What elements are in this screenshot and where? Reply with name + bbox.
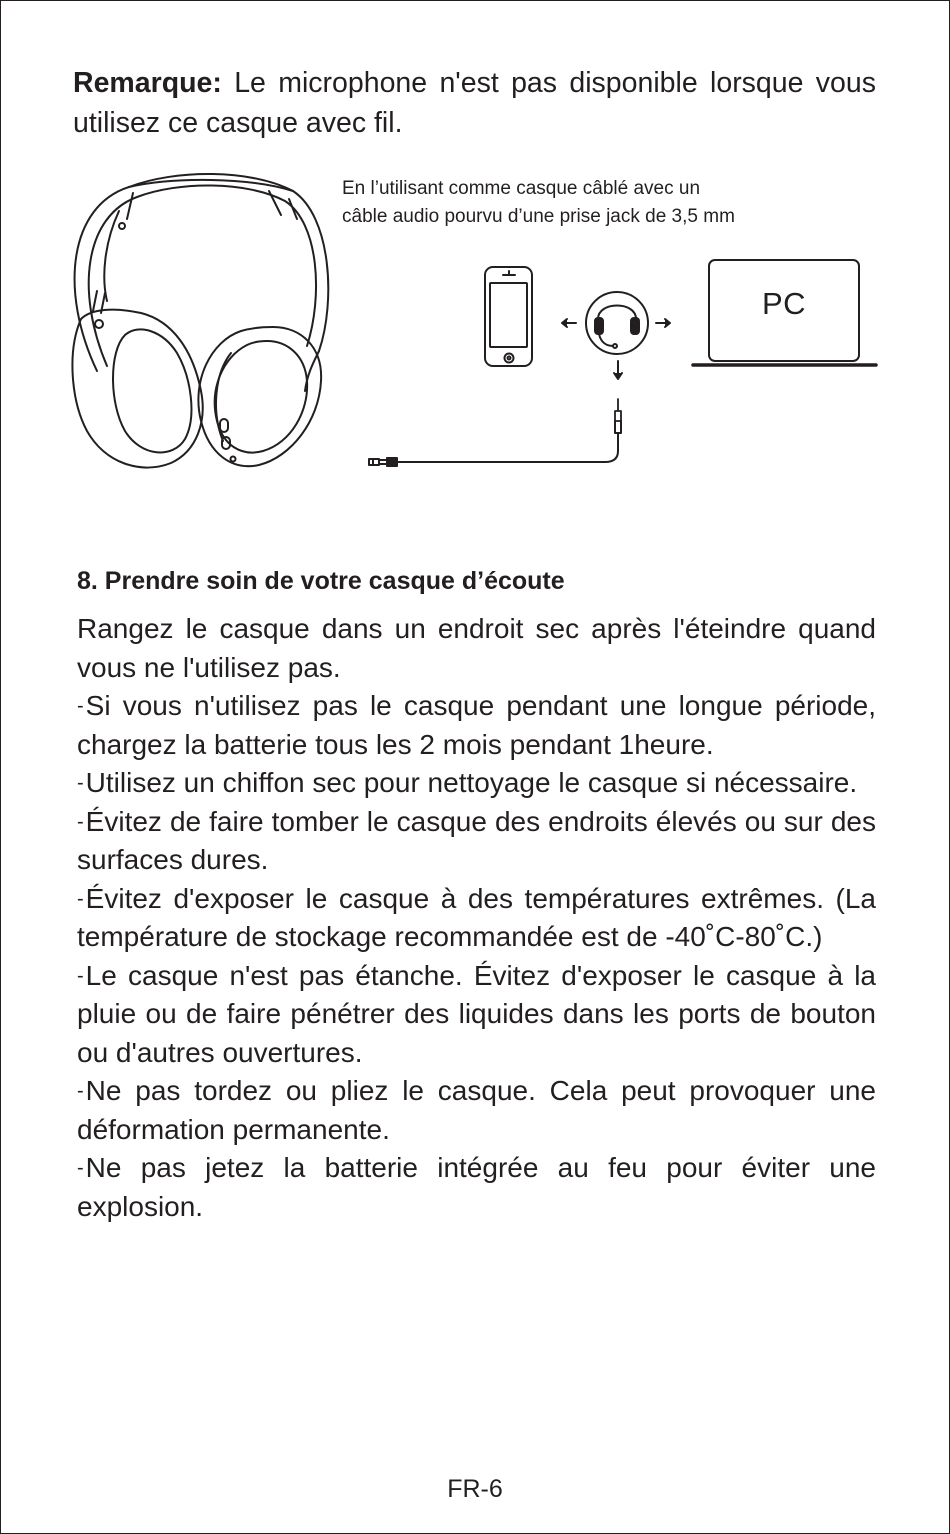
list-item-text: Évitez d'exposer le casque à des températures extrêmes. (La température de stockage recommandée est de -40˚C-80˚C.) — [77, 882, 876, 952]
list-item-text: Le casque n'est pas étanche. Évitez d'exposer le casque à la pluie ou de faire pénétrer des liquides dans les ports de bouton ou d'autres ouvertures. — [77, 959, 876, 1068]
arrow-down-icon — [614, 361, 622, 379]
list-item — [77, 1072, 876, 1149]
list-item — [77, 880, 876, 957]
page-number: FR-6 — [447, 1475, 503, 1503]
remark-label: Remarque: — [73, 67, 222, 99]
list-item-text: Ne pas jetez la batterie intégrée au feu pour éviter une explosion. — [77, 1152, 876, 1222]
list-item — [77, 687, 876, 764]
pc-label: PC — [761, 286, 807, 321]
care-instructions — [77, 610, 876, 1226]
headphones-icon — [72, 174, 328, 468]
list-item-text: Ne pas tordez ou pliez le casque. Cela peut provoquer une déformation permanente. — [77, 1075, 876, 1145]
list-item — [77, 957, 876, 1073]
section-heading: 8. Prendre soin de votre casque d’écoute — [77, 567, 565, 595]
audio-cable-icon — [369, 399, 621, 466]
bullet-dash: - — [77, 964, 84, 987]
list-item — [77, 764, 876, 803]
list-item-text: Évitez de faire tomber le casque des endroits élevés ou sur des surfaces dures. — [77, 805, 876, 875]
smartphone-icon — [485, 267, 532, 366]
list-item-text: Utilisez un chiffon sec pour nettoyage le casque si nécessaire. — [85, 767, 858, 798]
list-item-text: Si vous n'utilisez pas le casque pendant une longue période, chargez la batterie tous les 2 mois pendant 1heure. — [77, 690, 876, 760]
caption-line-1: En l’utilisant comme casque câblé avec un — [342, 178, 701, 199]
bullet-dash: - — [77, 1157, 84, 1179]
arrow-right-icon — [656, 319, 670, 327]
bullet-dash: - — [77, 695, 84, 717]
list-item — [77, 803, 876, 880]
arrow-left-icon — [562, 319, 576, 327]
diagram-caption — [342, 175, 735, 231]
bullet-dash: - — [77, 1080, 84, 1102]
wired-connection-diagram — [1, 1, 950, 541]
bullet-dash: - — [77, 772, 84, 794]
bullet-dash: - — [77, 810, 84, 833]
bullet-dash: - — [77, 887, 84, 910]
list-item — [77, 1149, 876, 1226]
remark-text: Le microphone n'est pas disponible lorsque vous utilisez ce casque avec fil. — [73, 67, 876, 139]
headset-icon — [586, 292, 648, 354]
intro-paragraph: Rangez le casque dans un endroit sec après l'éteindre quand vous ne l'utilisez pas. — [77, 613, 876, 683]
caption-line-2: câble audio pourvu d’une prise jack de 3,5 mm — [342, 206, 735, 227]
